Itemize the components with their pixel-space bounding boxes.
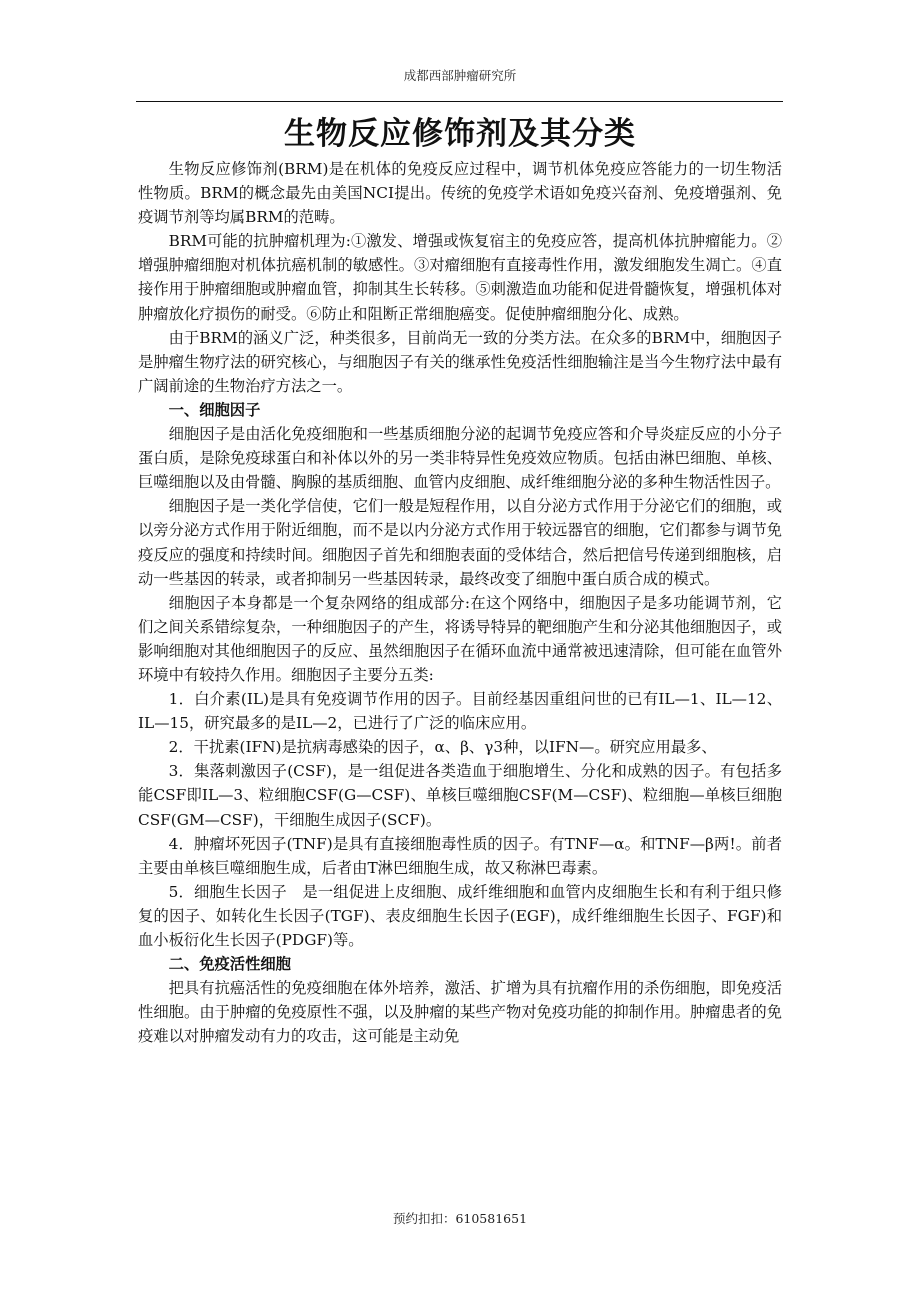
page-footer: 预约扣扣：610581651 <box>392 1211 528 1226</box>
paragraph: BRM可能的抗肿瘤机理为:①激发、增强或恢复宿主的免疫应答，提高机体抗肿瘤能力。②增强肿瘤细胞对机体抗癌机制的敏感性。③对瘤细胞有直接毒性作用，激发细胞发生凋亡。④直接作用于肿瘤细胞或肿瘤血管，抑制其生长转移。⑤刺激造血功能和促进骨髓恢复，增强机体对肿瘤放化疗损伤的耐受。⑥防止和阻断正常细胞癌变。促使肿瘤细胞分化、成熟。 <box>138 232 782 323</box>
list-item: 3．集落刺激因子(CSF)，是一组促进各类造血于细胞增生、分化和成熟的因子。有包括多能CSF即IL—3、粒细胞CSF(G—CSF)、单核巨噬细胞CSF(M—CSF)、粒细胞—单核巨细胞CSF(GM—CSF)，干细胞生成因子(SCF)。 <box>138 762 782 829</box>
header-divider <box>136 101 783 102</box>
list-item: 1．白介素(IL)是具有免疫调节作用的因子。目前经基因重组问世的已有IL—1、IL—12、IL—15，研究最多的是IL—2，已进行了广泛的临床应用。 <box>138 690 782 733</box>
paragraph: 由于BRM的涵义广泛，种类很多，目前尚无一致的分类方法。在众多的BRM中，细胞因子是肿瘤生物疗法的研究核心，与细胞因子有关的继承性免疫活性细胞输注是当今生物疗法中最有广阔前途的生物治疗方法之一。 <box>138 328 782 395</box>
document-body <box>138 157 782 1048</box>
list-item: 5．细胞生长因子 是一组促进上皮细胞、成纤维细胞和血管内皮细胞生长和有利于组只修复的因子、如转化生长因子(TGF)、表皮细胞生长因子(EGF)，成纤维细胞生长因子、FGF)和血小板衍化生长因子(PDGF)等。 <box>138 882 782 949</box>
paragraph: 细胞因子是一类化学信使，它们一般是短程作用，以自分泌方式作用于分泌它们的细胞，或以旁分泌方式作用于附近细胞，而不是以内分泌方式作用于较远器官的细胞，它们都参与调节免疫反应的强度和持续时间。细胞因子首先和细胞表面的受体结合，然后把信号传递到细胞核，启动一些基因的转录，或者抑制另一些基因转录，最终改变了细胞中蛋白质合成的模式。 <box>138 497 782 588</box>
paragraph: 把具有抗癌活性的免疫细胞在体外培养，激活、扩增为具有抗瘤作用的杀伤细胞，即免疫活性细胞。由于肿瘤的免疫原性不强，以及肿瘤的某些产物对免疫功能的抑制作用。肿瘤患者的免疫难以对肿瘤发动有力的攻击，这可能是主动免 <box>138 979 782 1046</box>
paragraph: 细胞因子是由活化免疫细胞和一些基质细胞分泌的起调节免疫应答和介导炎症反应的小分子蛋白质，是除免疫球蛋白和补体以外的另一类非特异性免疫效应物质。包括由淋巴细胞、单核、巨噬细胞以及由骨髓、胸腺的基质细胞、血管内皮细胞、成纤维细胞分泌的多种生物活性因子。 <box>138 425 782 492</box>
section-heading: 一、细胞因子 <box>168 400 261 419</box>
page-header: 成都西部肿瘤研究所 <box>403 68 517 83</box>
paragraph: 细胞因子本身都是一个复杂网络的组成部分:在这个网络中，细胞因子是多功能调节剂，它们之间关系错综复杂，一种细胞因子的产生，将诱导特异的靶细胞产生和分泌其他细胞因子，或影响细胞对其他细胞因子的反应、虽然细胞因子在循环血流中通常被迅速清除，但可能在血管外环境中有较持久作用。细胞因子主要分五类: <box>138 593 782 684</box>
document-title: 生物反应修饰剂及其分类 <box>284 116 636 152</box>
list-item: 2．干扰素(IFN)是抗病毒感染的因子，α、β、γ3种，以IFN—。研究应用最多、 <box>168 738 717 757</box>
list-item: 4．肿瘤坏死因子(TNF)是具有直接细胞毒性质的因子。有TNF—α。和TNF—β两!。前者主要由单核巨噬细胞生成，后者由T淋巴细胞生成，故又称淋巴毒素。 <box>138 834 782 877</box>
section-heading: 二、免疫活性细胞 <box>168 955 291 974</box>
paragraph: 生物反应修饰剂(BRM)是在机体的免疫反应过程中，调节机体免疫应答能力的一切生物活性物质。BRM的概念最先由美国NCI提出。传统的免疫学术语如免疫兴奋剂、免疫增强剂、免疫调节剂等均属BRM的范畴。 <box>138 160 782 227</box>
